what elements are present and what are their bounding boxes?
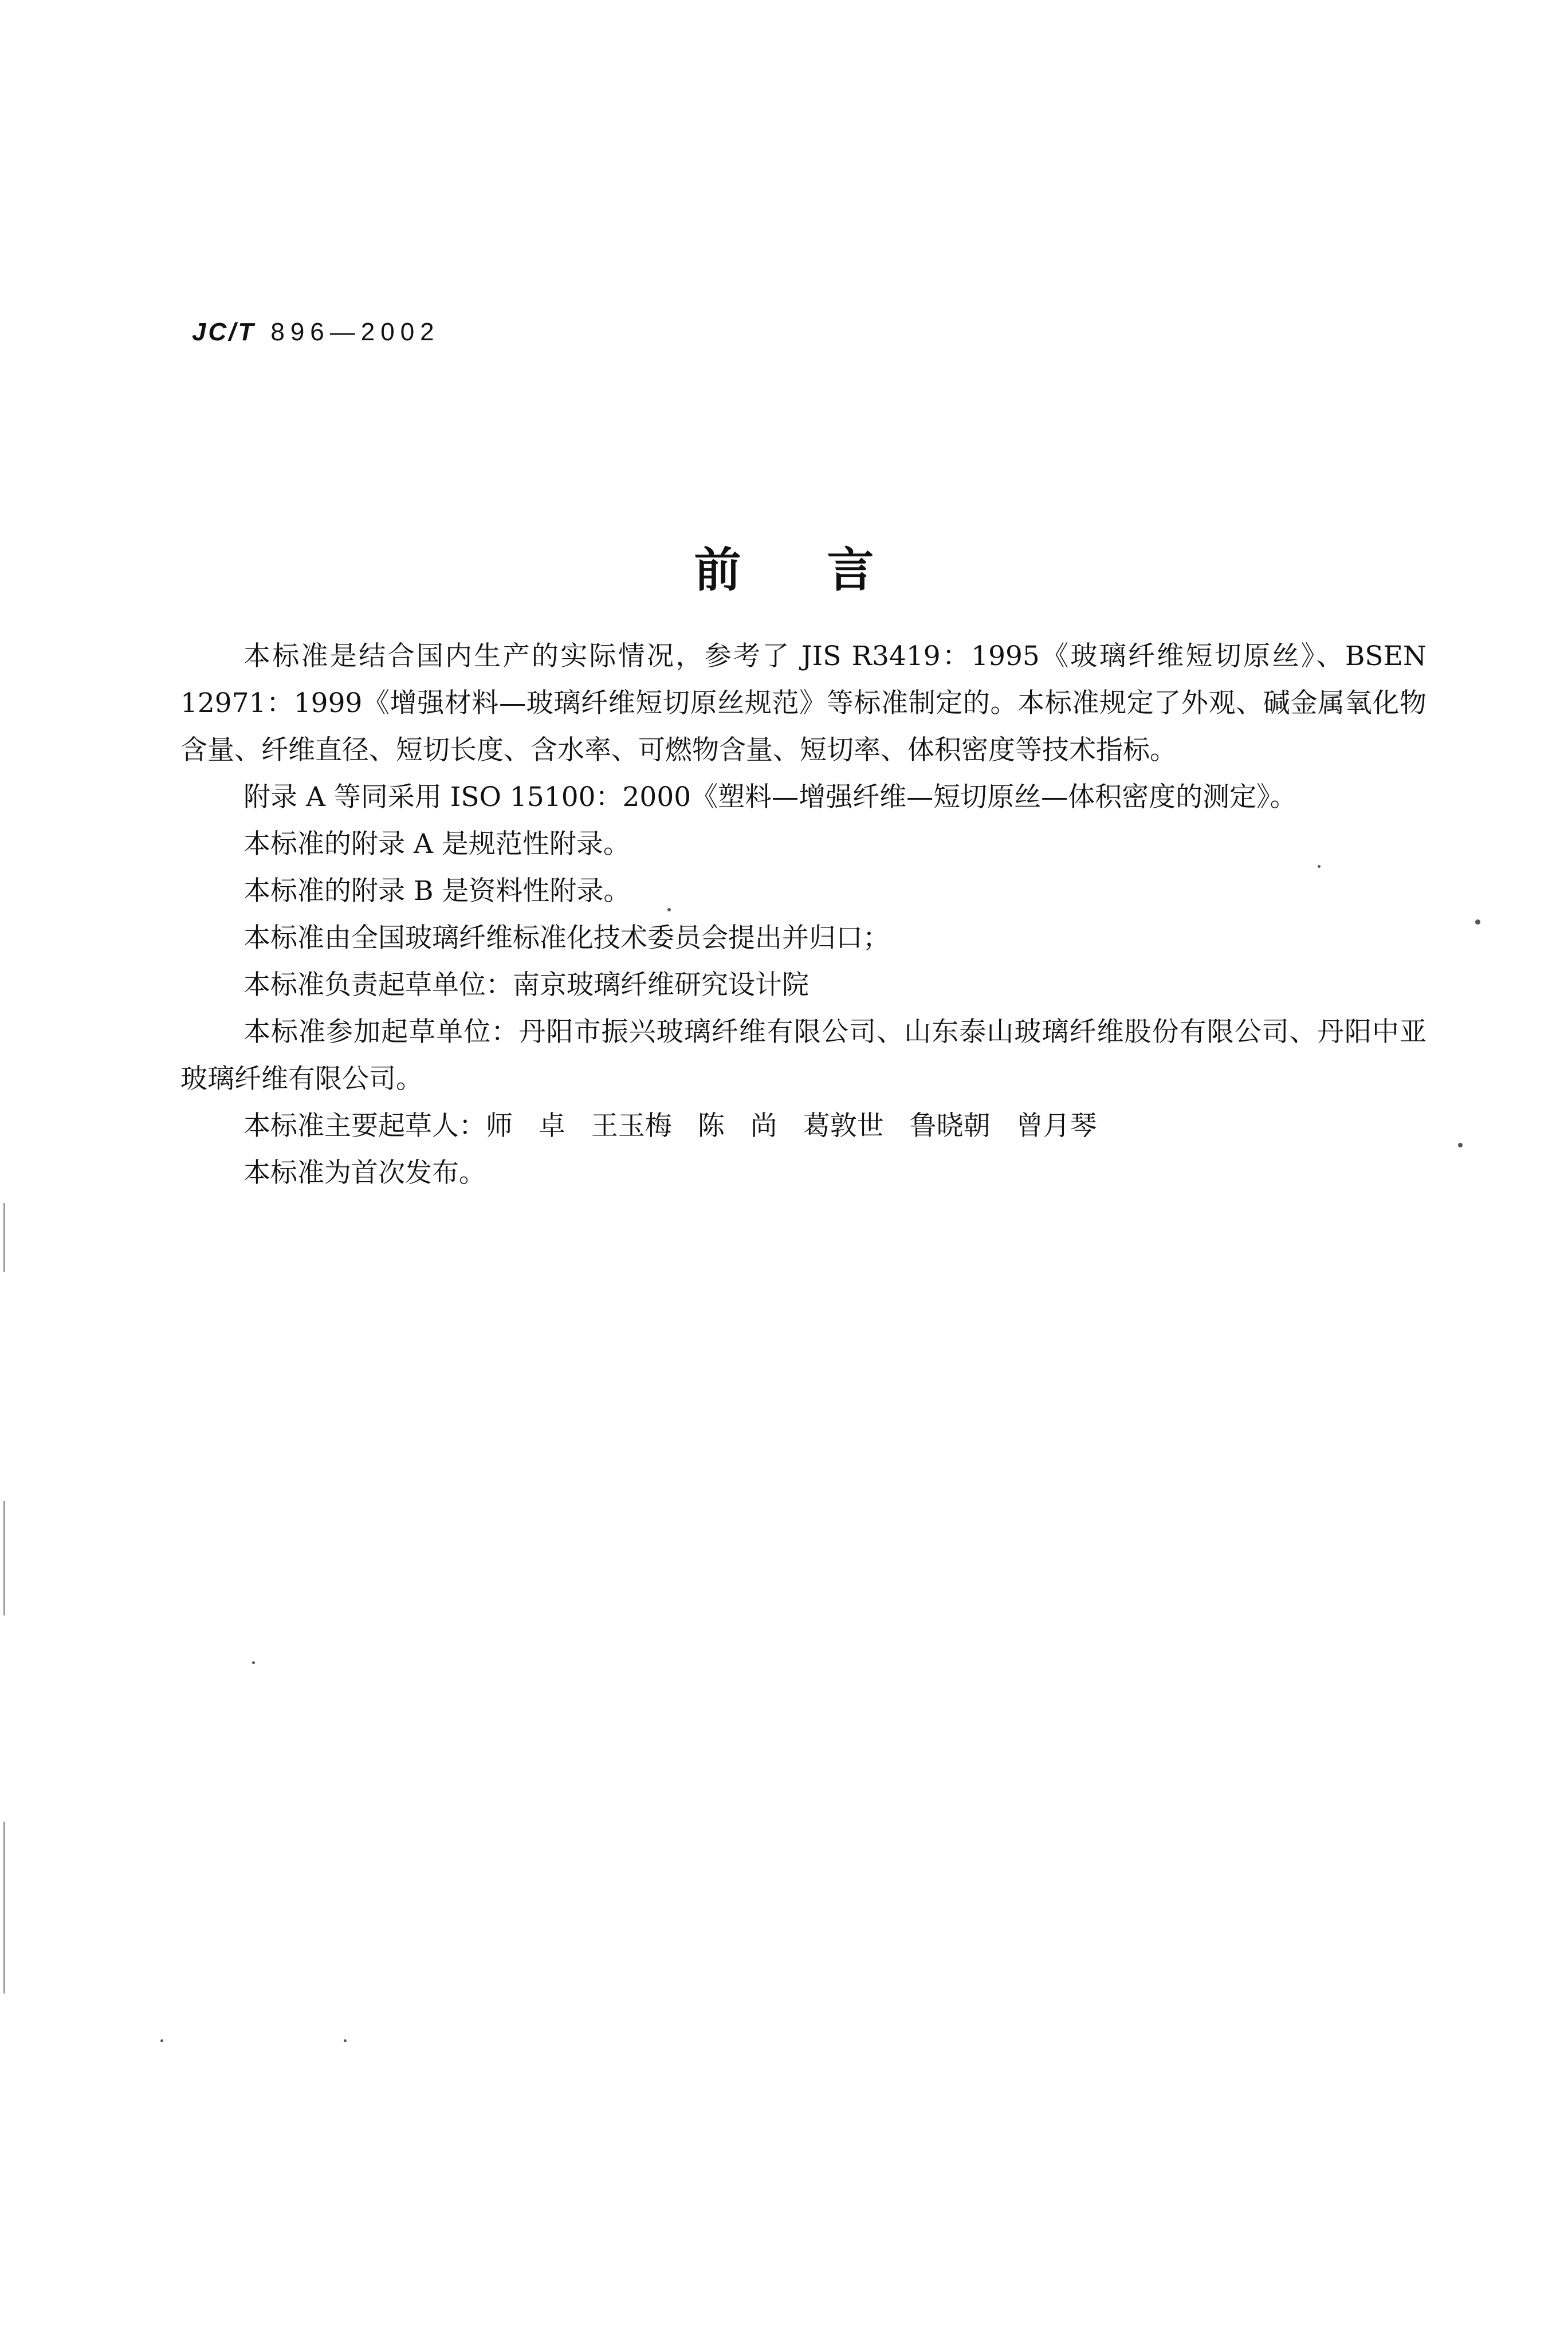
standard-code-prefix: JC/T bbox=[192, 318, 256, 346]
paragraph-proposed-by: 本标准由全国玻璃纤维标准化技术委员会提出并归口； bbox=[243, 922, 890, 954]
standard-code bbox=[192, 318, 440, 347]
paragraph-reference-standards: 本标准是结合国内生产的实际情况，参考了 JIS R3419：1995《玻璃纤维短切原丝》、BSEN 12971：1999《增强材料—玻璃纤维短切原丝规范》等标准制定的。本标准规定了外观、碱金属氧化物含量、纤维直径、短切长度、含水率、可燃物含量、短切率、体积密度等技术指标。 bbox=[180, 640, 1426, 766]
page-title: 前言 bbox=[694, 543, 960, 597]
foreword-body bbox=[180, 633, 1426, 1197]
paragraph-annex-a-normative: 本标准的附录 A 是规范性附录。 bbox=[243, 828, 630, 860]
scan-speck bbox=[1318, 865, 1321, 868]
paragraph-first-release: 本标准为首次发布。 bbox=[243, 1157, 486, 1189]
paragraph-annex-a-adoption: 附录 A 等同采用 ISO 15100：2000《塑料—增强纤维—短切原丝—体积密度的测定》。 bbox=[243, 781, 1297, 813]
scan-speck bbox=[1475, 919, 1480, 925]
scan-speck bbox=[160, 2039, 163, 2042]
scan-speck bbox=[667, 908, 671, 911]
scan-edge-line bbox=[3, 1203, 5, 1272]
scan-edge-line bbox=[3, 1501, 5, 1615]
paragraph-annex-b-informative: 本标准的附录 B 是资料性附录。 bbox=[243, 875, 631, 907]
scan-speck bbox=[252, 1661, 255, 1664]
scan-edge-line bbox=[3, 1822, 5, 1994]
scan-speck bbox=[344, 2039, 347, 2042]
paragraph-participating-drafters: 本标准参加起草单位：丹阳市振兴玻璃纤维有限公司、山东泰山玻璃纤维股份有限公司、丹阳中亚玻璃纤维有限公司。 bbox=[180, 1016, 1426, 1095]
standard-code-number: 896—2002 bbox=[270, 318, 440, 346]
paragraph-responsible-drafter: 本标准负责起草单位：南京玻璃纤维研究设计院 bbox=[243, 969, 809, 1001]
scan-speck bbox=[1458, 1143, 1463, 1147]
paragraph-main-drafters: 本标准主要起草人：师 卓 王玉梅 陈 尚 葛敦世 鲁晓朝 曾月琴 bbox=[243, 1110, 1097, 1142]
